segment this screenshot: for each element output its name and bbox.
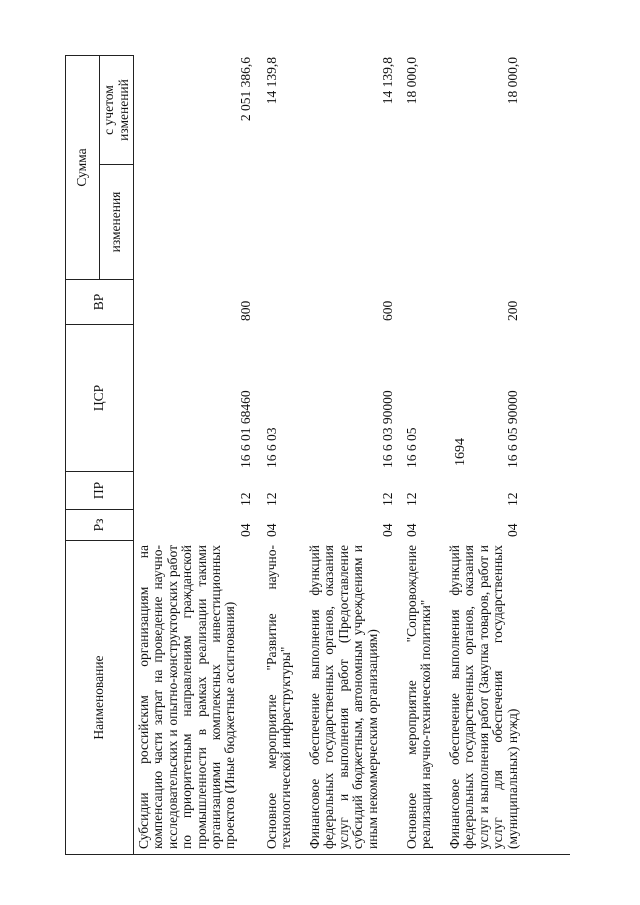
row-3-name: Финансовое обеспечение выполнения функций федеральных государственных органов, оказания услуг и выполнения работ (Предоставление субсидий бюджетным, автономным учреждениям и иным некоммерческим организациям) <box>307 545 380 849</box>
row-3-pr: 12 <box>380 492 395 506</box>
row-1-name: Субсидии российским организациям на компенсацию части затрат на проведение научно-исследовательских и опытно-конструкторских работ по приоритетным направлениям гражданской промышленности в рамках реализации такими организациями комплексных инвестиционных проектов (Иные бюджетные ассигнования) <box>136 545 238 849</box>
row-2-csr: 16 6 03 <box>264 427 279 468</box>
row-5-vr: 200 <box>505 300 520 321</box>
page-number: 1694 <box>453 438 468 466</box>
row-2-with-change: 14 139,8 <box>264 57 279 105</box>
header-change: изменения <box>108 191 124 253</box>
row-3-csr: 16 6 03 90000 <box>380 390 395 468</box>
row-4-csr: 16 6 05 <box>404 427 419 468</box>
row-1-with-change: 2 051 386,6 <box>238 57 253 122</box>
row-4-pr: 12 <box>404 492 419 506</box>
row-5-csr: 16 6 05 90000 <box>505 390 520 468</box>
row-5-pr: 12 <box>505 492 520 506</box>
header-name: Наименование <box>91 655 107 740</box>
header-vr: ВР <box>91 293 107 311</box>
row-1-vr: 800 <box>238 300 253 321</box>
header-with-change: с учетом изменений <box>101 79 131 141</box>
row-5-name: Финансовое обеспечение выполнения функций федеральных государственных органов, оказания услуг и выполнения работ (Закупка товаров, работ и услуг для обеспечения государственных (муниципальных) нужд) <box>447 545 520 849</box>
header-csr: ЦСР <box>91 384 107 412</box>
row-2-rz: 04 <box>264 523 279 537</box>
row-1-rz: 04 <box>238 523 253 537</box>
row-3-rz: 04 <box>380 523 395 537</box>
row-4-rz: 04 <box>404 523 419 537</box>
row-1-pr: 12 <box>238 492 253 506</box>
row-4-with-change: 18 000,0 <box>404 57 419 105</box>
header-pr: ПР <box>91 481 107 500</box>
row-1-csr: 16 6 01 68460 <box>238 390 253 468</box>
row-2-name: Основное мероприятие "Развитие научно-технологической инфраструктуры" <box>264 545 294 849</box>
header-sum: Сумма <box>74 148 90 187</box>
budget-table <box>65 55 570 855</box>
row-4-name: Основное мероприятие "Сопровождение реализации научно-технической политики" <box>404 545 434 849</box>
row-3-with-change: 14 139,8 <box>380 57 395 105</box>
header-rz: Рз <box>91 518 107 532</box>
row-2-pr: 12 <box>264 492 279 506</box>
row-5-with-change: 18 000,0 <box>505 57 520 105</box>
row-5-rz: 04 <box>505 523 520 537</box>
row-3-vr: 600 <box>380 300 395 321</box>
